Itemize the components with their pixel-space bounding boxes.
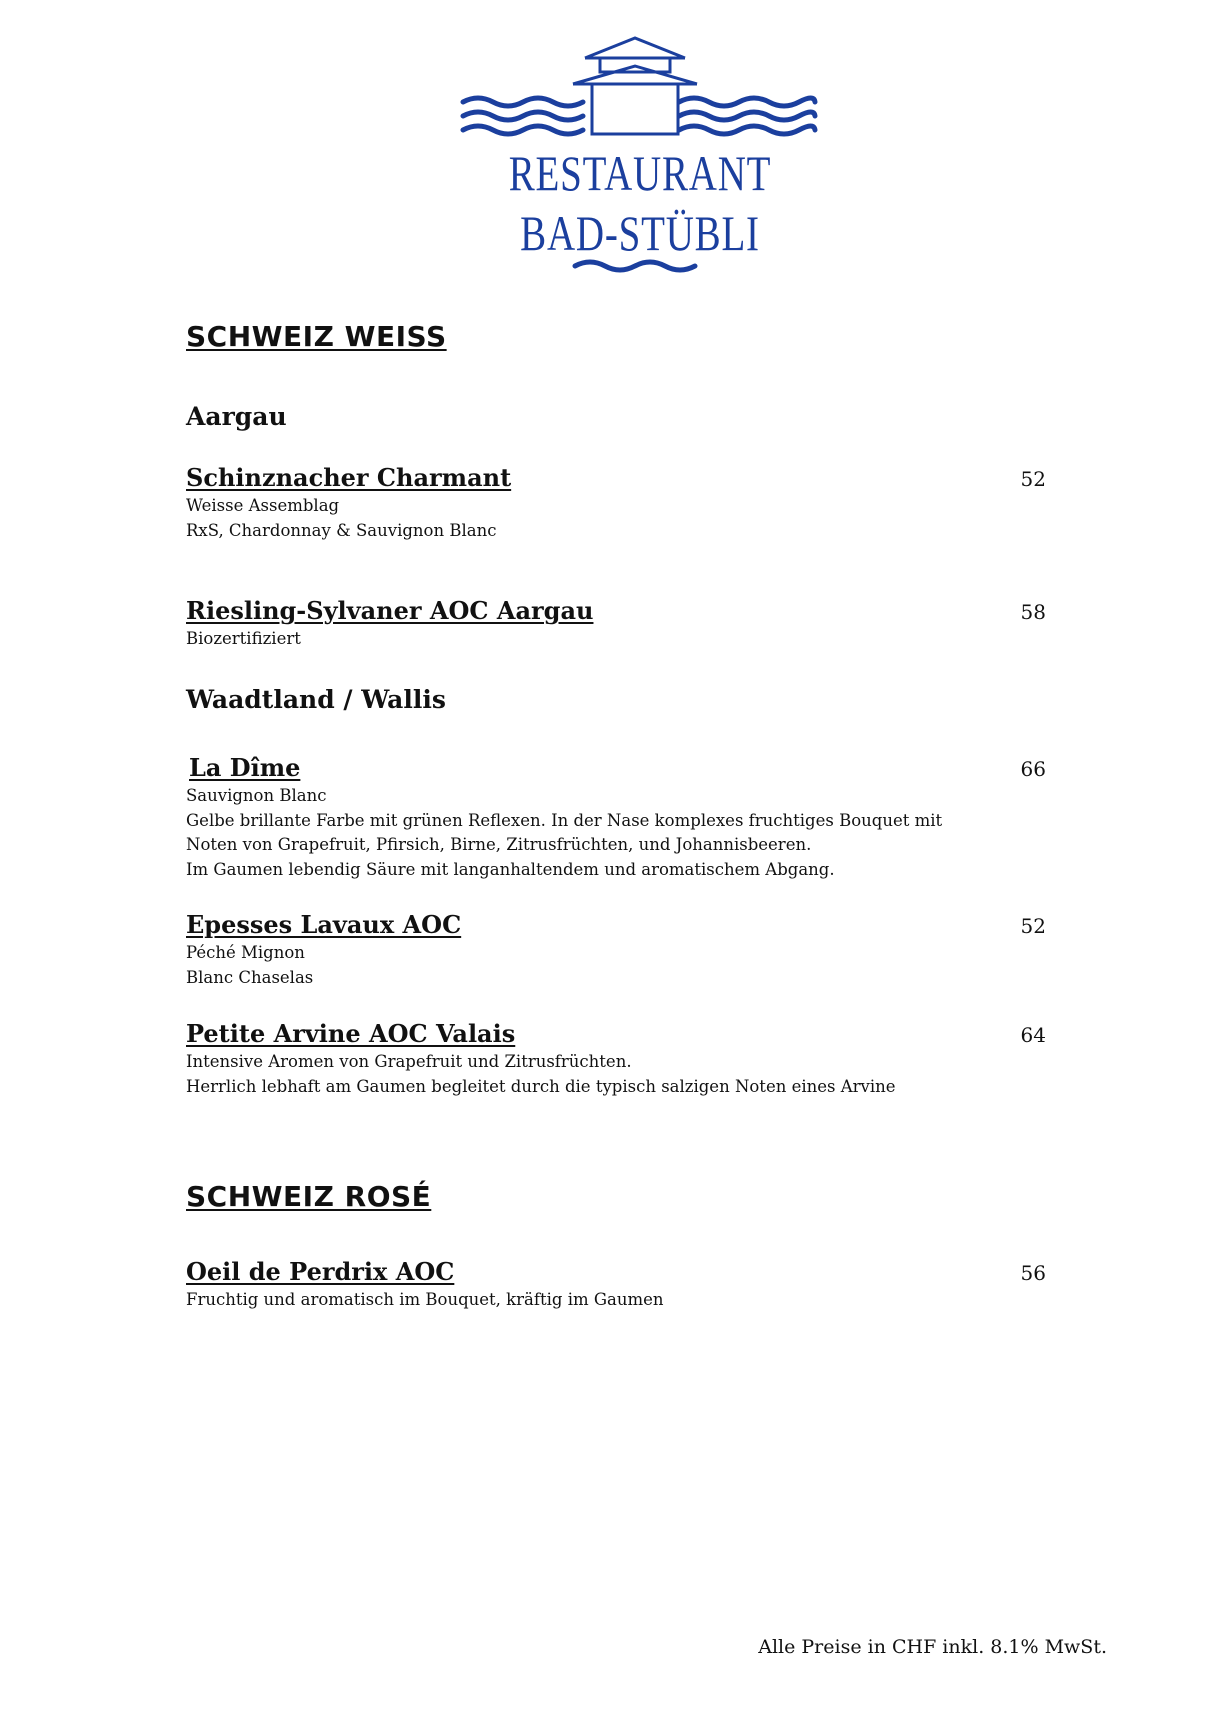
wine-description-line: Gelbe brillante Farbe mit grünen Reflexen. In der Nase komplexes fruchtiges Bouquet mit — [186, 810, 943, 830]
wine-item-epesses — [186, 909, 1046, 990]
wine-item-la-dime — [186, 752, 1046, 882]
region-waadtland-wallis: Waadtland / Wallis — [186, 685, 446, 714]
wine-item-oeil-de-perdrix — [186, 1256, 1046, 1313]
wine-price: 52 — [1020, 467, 1046, 491]
wine-description-line: Noten von Grapefruit, Pfirsich, Birne, Zitrusfrüchten, und Johannisbeeren. — [186, 835, 812, 854]
wine-item-riesling — [186, 595, 1046, 652]
logo-text-line2: BAD-STÜBLI — [520, 205, 760, 261]
wine-description — [186, 1050, 1046, 1099]
logo-text-line1: RESTAURANT — [508, 145, 772, 201]
wine-description — [186, 627, 1046, 652]
section-title-white: SCHWEIZ WEISS — [186, 320, 447, 353]
wine-description-line: Péché Mignon — [186, 943, 305, 962]
wine-description-line: Blanc Chaselas — [186, 967, 314, 987]
wine-price: 58 — [1020, 600, 1046, 624]
wine-description — [186, 494, 1046, 543]
wine-name: Riesling-Sylvaner AOC Aargau — [186, 596, 594, 625]
wine-description — [186, 1288, 1046, 1313]
region-aargau: Aargau — [186, 402, 287, 431]
wine-price: 52 — [1020, 914, 1046, 938]
wine-name: La Dîme — [189, 753, 301, 782]
wine-name: Schinznacher Charmant — [186, 463, 512, 492]
wine-price: 66 — [1020, 757, 1046, 781]
wine-description-line: Herrlich lebhaft am Gaumen begleitet durch die typisch salzigen Noten eines Arvine — [186, 1076, 896, 1096]
wine-description-line: Sauvignon Blanc — [186, 786, 327, 805]
wine-description — [186, 784, 1046, 882]
wine-item-schinznacher — [186, 462, 1046, 543]
wine-description-line: Biozertifiziert — [186, 629, 301, 648]
wine-name: Epesses Lavaux AOC — [186, 910, 462, 939]
wine-price: 64 — [1020, 1023, 1046, 1047]
wine-description-line: Intensive Aromen von Grapefruit und Zitrusfrüchten. — [186, 1052, 632, 1071]
restaurant-logo — [455, 36, 825, 276]
section-title-rose: SCHWEIZ ROSÉ — [186, 1180, 432, 1213]
wine-description-line: Fruchtig und aromatisch im Bouquet, kräftig im Gaumen — [186, 1290, 664, 1309]
wine-name: Petite Arvine AOC Valais — [186, 1019, 516, 1048]
wine-name: Oeil de Perdrix AOC — [186, 1257, 455, 1286]
wine-description-line: Weisse Assemblag — [186, 496, 340, 515]
wine-description-line: Im Gaumen lebendig Säure mit langanhaltendem und aromatischem Abgang. — [186, 859, 835, 879]
price-note-footer: Alle Preise in CHF inkl. 8.1% MwSt. — [758, 1636, 1107, 1658]
wine-description-line: RxS, Chardonnay & Sauvignon Blanc — [186, 520, 497, 540]
wine-price: 56 — [1020, 1261, 1046, 1285]
wine-item-petite-arvine — [186, 1018, 1046, 1099]
wine-description — [186, 941, 1046, 990]
